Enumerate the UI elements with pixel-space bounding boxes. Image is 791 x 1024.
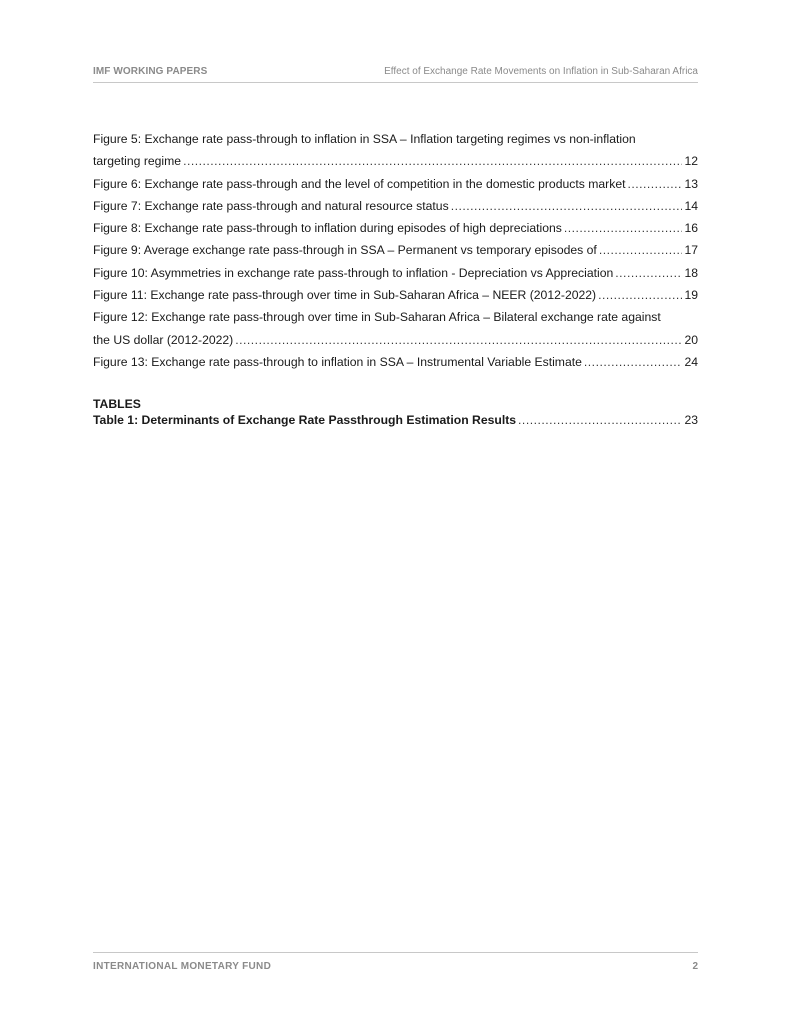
page-header [93, 66, 698, 83]
toc-entry-title: Figure 6: Exchange rate pass-through and the level of competition in the domestic products market [93, 176, 626, 191]
toc-entry-title: Figure 7: Exchange rate pass-through and natural resource status [93, 198, 449, 213]
toc-entry-figure-7[interactable] [93, 195, 698, 217]
toc-entry-title-line2: targeting regime [93, 154, 182, 169]
toc-page-number: 20 [684, 332, 698, 347]
toc-entry-title: Figure 13: Exchange rate pass-through to inflation in SSA – Instrumental Variable Estimate [93, 354, 582, 369]
toc-entry-title-line1: Figure 12: Exchange rate pass-through over time in Sub-Saharan Africa – Bilateral exchange rate against [93, 310, 661, 325]
toc-leader-dots [615, 262, 682, 284]
toc-leader-dots [183, 150, 682, 172]
toc-entry-title: Figure 10: Asymmetries in exchange rate pass-through to inflation - Depreciation vs Appreciation [93, 265, 614, 280]
toc-entry-figure-8[interactable] [93, 217, 698, 239]
toc-leader-dots [627, 173, 682, 195]
toc-entry-figure-10[interactable] [93, 262, 698, 284]
toc-tables-section [93, 396, 698, 428]
toc-leader-dots [235, 329, 682, 351]
toc-leader-dots [518, 412, 682, 428]
toc-entry-title: Table 1: Determinants of Exchange Rate Passthrough Estimation Results [93, 413, 517, 427]
toc-page-number: 12 [684, 154, 698, 169]
toc-page-number: 24 [684, 354, 698, 369]
toc-entry-figure-11[interactable] [93, 284, 698, 306]
toc-entry-title: Figure 11: Exchange rate pass-through over time in Sub-Saharan Africa – NEER (2012-2022) [93, 288, 597, 303]
toc-entry-figure-13[interactable] [93, 351, 698, 373]
toc-leader-dots [584, 351, 683, 373]
header-series-title: IMF WORKING PAPERS [93, 66, 208, 77]
toc-entry-title: Figure 8: Exchange rate pass-through to inflation during episodes of high depreciations [93, 221, 562, 236]
toc-entry-title-line2: the US dollar (2012-2022) [93, 332, 234, 347]
toc-entry-figure-12[interactable] [93, 306, 698, 351]
toc-page-number: 14 [684, 198, 698, 213]
toc-page-number: 13 [684, 176, 698, 191]
toc-leader-dots [564, 217, 683, 239]
toc-entry-title-line1: Figure 5: Exchange rate pass-through to inflation in SSA – Inflation targeting regimes vs non-inflation [93, 132, 636, 146]
footer-organization: INTERNATIONAL MONETARY FUND [93, 961, 272, 972]
toc-leader-dots [599, 239, 683, 261]
footer-page-number: 2 [692, 961, 698, 972]
toc-page-number: 19 [684, 288, 698, 303]
toc-entry-title: Figure 9: Average exchange rate pass-through in SSA – Permanent vs temporary episodes of [93, 243, 597, 258]
toc-leader-dots [451, 195, 683, 217]
tables-heading: TABLES [93, 397, 141, 411]
toc-page-number: 23 [684, 413, 698, 427]
toc-page-number: 18 [684, 265, 698, 280]
toc-entry-figure-6[interactable] [93, 173, 698, 195]
toc-page-number: 17 [684, 243, 698, 258]
header-paper-title: Effect of Exchange Rate Movements on Inflation in Sub-Saharan Africa [384, 66, 698, 77]
page-footer [93, 952, 698, 972]
toc-entry-figure-9[interactable] [93, 239, 698, 261]
toc-entry-figure-5[interactable] [93, 128, 698, 173]
toc-figures-list [93, 128, 698, 373]
toc-leader-dots [598, 284, 682, 306]
toc-page-number: 16 [684, 221, 698, 236]
toc-entry-table-1[interactable] [93, 412, 698, 428]
